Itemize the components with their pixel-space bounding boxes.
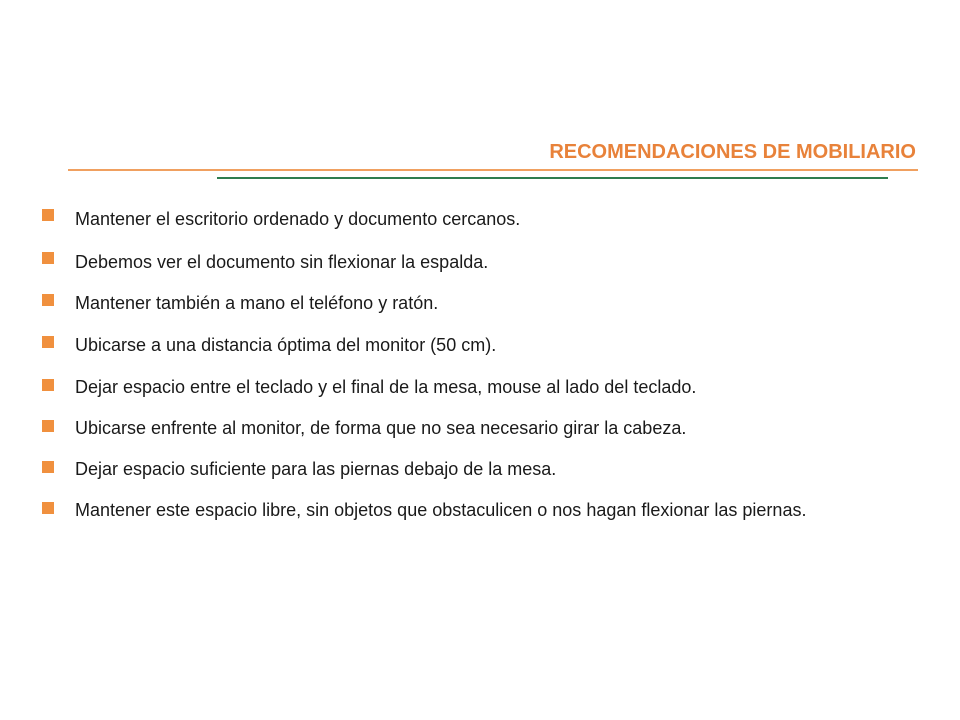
bullet-item [42, 291, 892, 315]
bullet-item [42, 498, 892, 522]
bullet-text: Mantener el escritorio ordenado y documento cercanos. [75, 209, 521, 229]
bullet-item [42, 333, 892, 357]
square-bullet-icon [42, 252, 54, 264]
bullet-item [42, 416, 892, 440]
bullet-item [42, 207, 892, 231]
bullet-text: Dejar espacio suficiente para las piernas debajo de la mesa. [75, 459, 557, 479]
bullet-item [42, 457, 892, 481]
bullet-text: Mantener también a mano el teléfono y ratón. [75, 293, 439, 313]
bullet-text: Ubicarse enfrente al monitor, de forma que no sea necesario girar la cabeza. [75, 418, 687, 438]
square-bullet-icon [42, 209, 54, 221]
title-underline-orange [68, 169, 918, 171]
slide-title: RECOMENDACIONES DE MOBILIARIO [549, 141, 916, 163]
square-bullet-icon [42, 336, 54, 348]
square-bullet-icon [42, 502, 54, 514]
square-bullet-icon [42, 420, 54, 432]
bullet-text: Ubicarse a una distancia óptima del monitor (50 cm). [75, 335, 497, 355]
title-underline-green [217, 177, 888, 179]
bullet-text: Debemos ver el documento sin flexionar la espalda. [75, 252, 489, 272]
square-bullet-icon [42, 379, 54, 391]
bullet-item [42, 250, 892, 274]
bullet-item [42, 375, 892, 399]
square-bullet-icon [42, 461, 54, 473]
square-bullet-icon [42, 294, 54, 306]
bullet-text: Dejar espacio entre el teclado y el final de la mesa, mouse al lado del teclado. [75, 377, 697, 397]
bullet-text: Mantener este espacio libre, sin objetos que obstaculicen o nos hagan flexionar las piernas. [75, 500, 807, 520]
